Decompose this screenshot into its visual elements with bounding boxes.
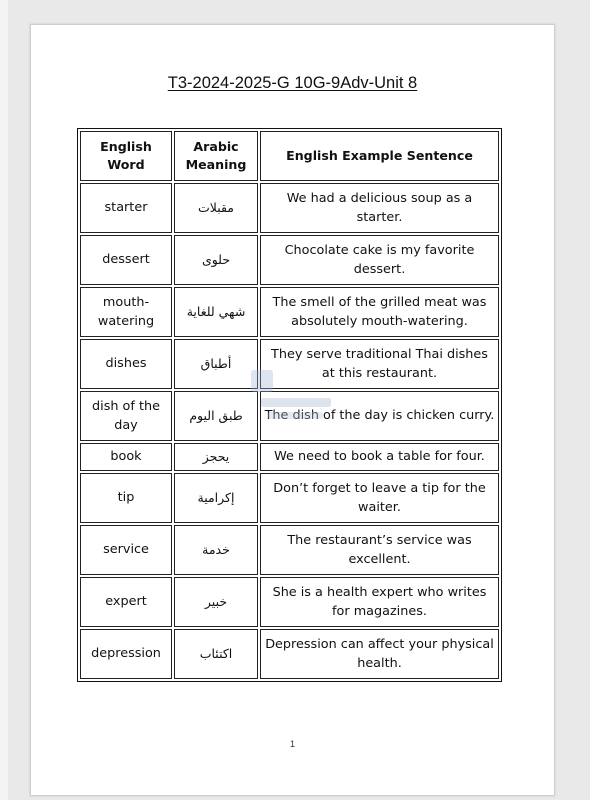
word-cell: expert — [80, 577, 172, 627]
sentence-cell: The smell of the grilled meat was absolutely mouth-watering. — [260, 287, 499, 337]
word-cell: starter — [80, 183, 172, 233]
header-english-word: English Word — [80, 131, 172, 181]
word-cell: dish of the day — [80, 391, 172, 441]
viewer-left-edge — [0, 0, 8, 800]
word-cell: depression — [80, 629, 172, 679]
sentence-cell: The dish of the day is chicken curry. — [260, 391, 499, 441]
header-arabic-meaning: Arabic Meaning — [174, 131, 258, 181]
watermark-bar — [268, 412, 323, 419]
arabic-cell: أطباق — [174, 339, 258, 389]
document-page — [30, 24, 555, 796]
watermark-logo — [236, 370, 336, 430]
arabic-cell: خدمة — [174, 525, 258, 575]
arabic-cell: إكرامية — [174, 473, 258, 523]
sentence-cell: They serve traditional Thai dishes at this restaurant. — [260, 339, 499, 389]
table-row — [80, 577, 499, 627]
table-row — [80, 183, 499, 233]
sentence-cell: She is a health expert who writes for magazines. — [260, 577, 499, 627]
table-row — [80, 443, 499, 471]
table-row — [80, 287, 499, 337]
arabic-cell: اكتئاب — [174, 629, 258, 679]
table-row — [80, 525, 499, 575]
watermark-square — [251, 370, 273, 392]
sentence-cell: Depression can affect your physical health. — [260, 629, 499, 679]
page-number: 1 — [289, 739, 295, 749]
table-row — [80, 473, 499, 523]
word-cell: tip — [80, 473, 172, 523]
watermark-bar — [261, 398, 331, 407]
arabic-cell: شهي للغاية — [174, 287, 258, 337]
arabic-cell: خبير — [174, 577, 258, 627]
word-cell: dishes — [80, 339, 172, 389]
sentence-cell: Chocolate cake is my favorite dessert. — [260, 235, 499, 285]
word-cell: book — [80, 443, 172, 471]
document-title-text: T3-2024-2025-G 10G-9Adv-Unit 8 — [167, 74, 418, 92]
table-row — [80, 235, 499, 285]
sentence-cell: We had a delicious soup as a starter. — [260, 183, 499, 233]
sentence-cell: The restaurant’s service was excellent. — [260, 525, 499, 575]
header-example-sentence: English Example Sentence — [260, 131, 499, 181]
table-header-row — [80, 131, 499, 181]
sentence-cell: We need to book a table for four. — [260, 443, 499, 471]
arabic-cell: يحجز — [174, 443, 258, 471]
sentence-cell: Don’t forget to leave a tip for the waiter. — [260, 473, 499, 523]
table-row — [80, 629, 499, 679]
document-title — [31, 74, 554, 93]
word-cell: service — [80, 525, 172, 575]
word-cell: mouth-watering — [80, 287, 172, 337]
arabic-cell: طبق اليوم — [174, 391, 258, 441]
word-cell: dessert — [80, 235, 172, 285]
arabic-cell: حلوى — [174, 235, 258, 285]
arabic-cell: مقبلات — [174, 183, 258, 233]
